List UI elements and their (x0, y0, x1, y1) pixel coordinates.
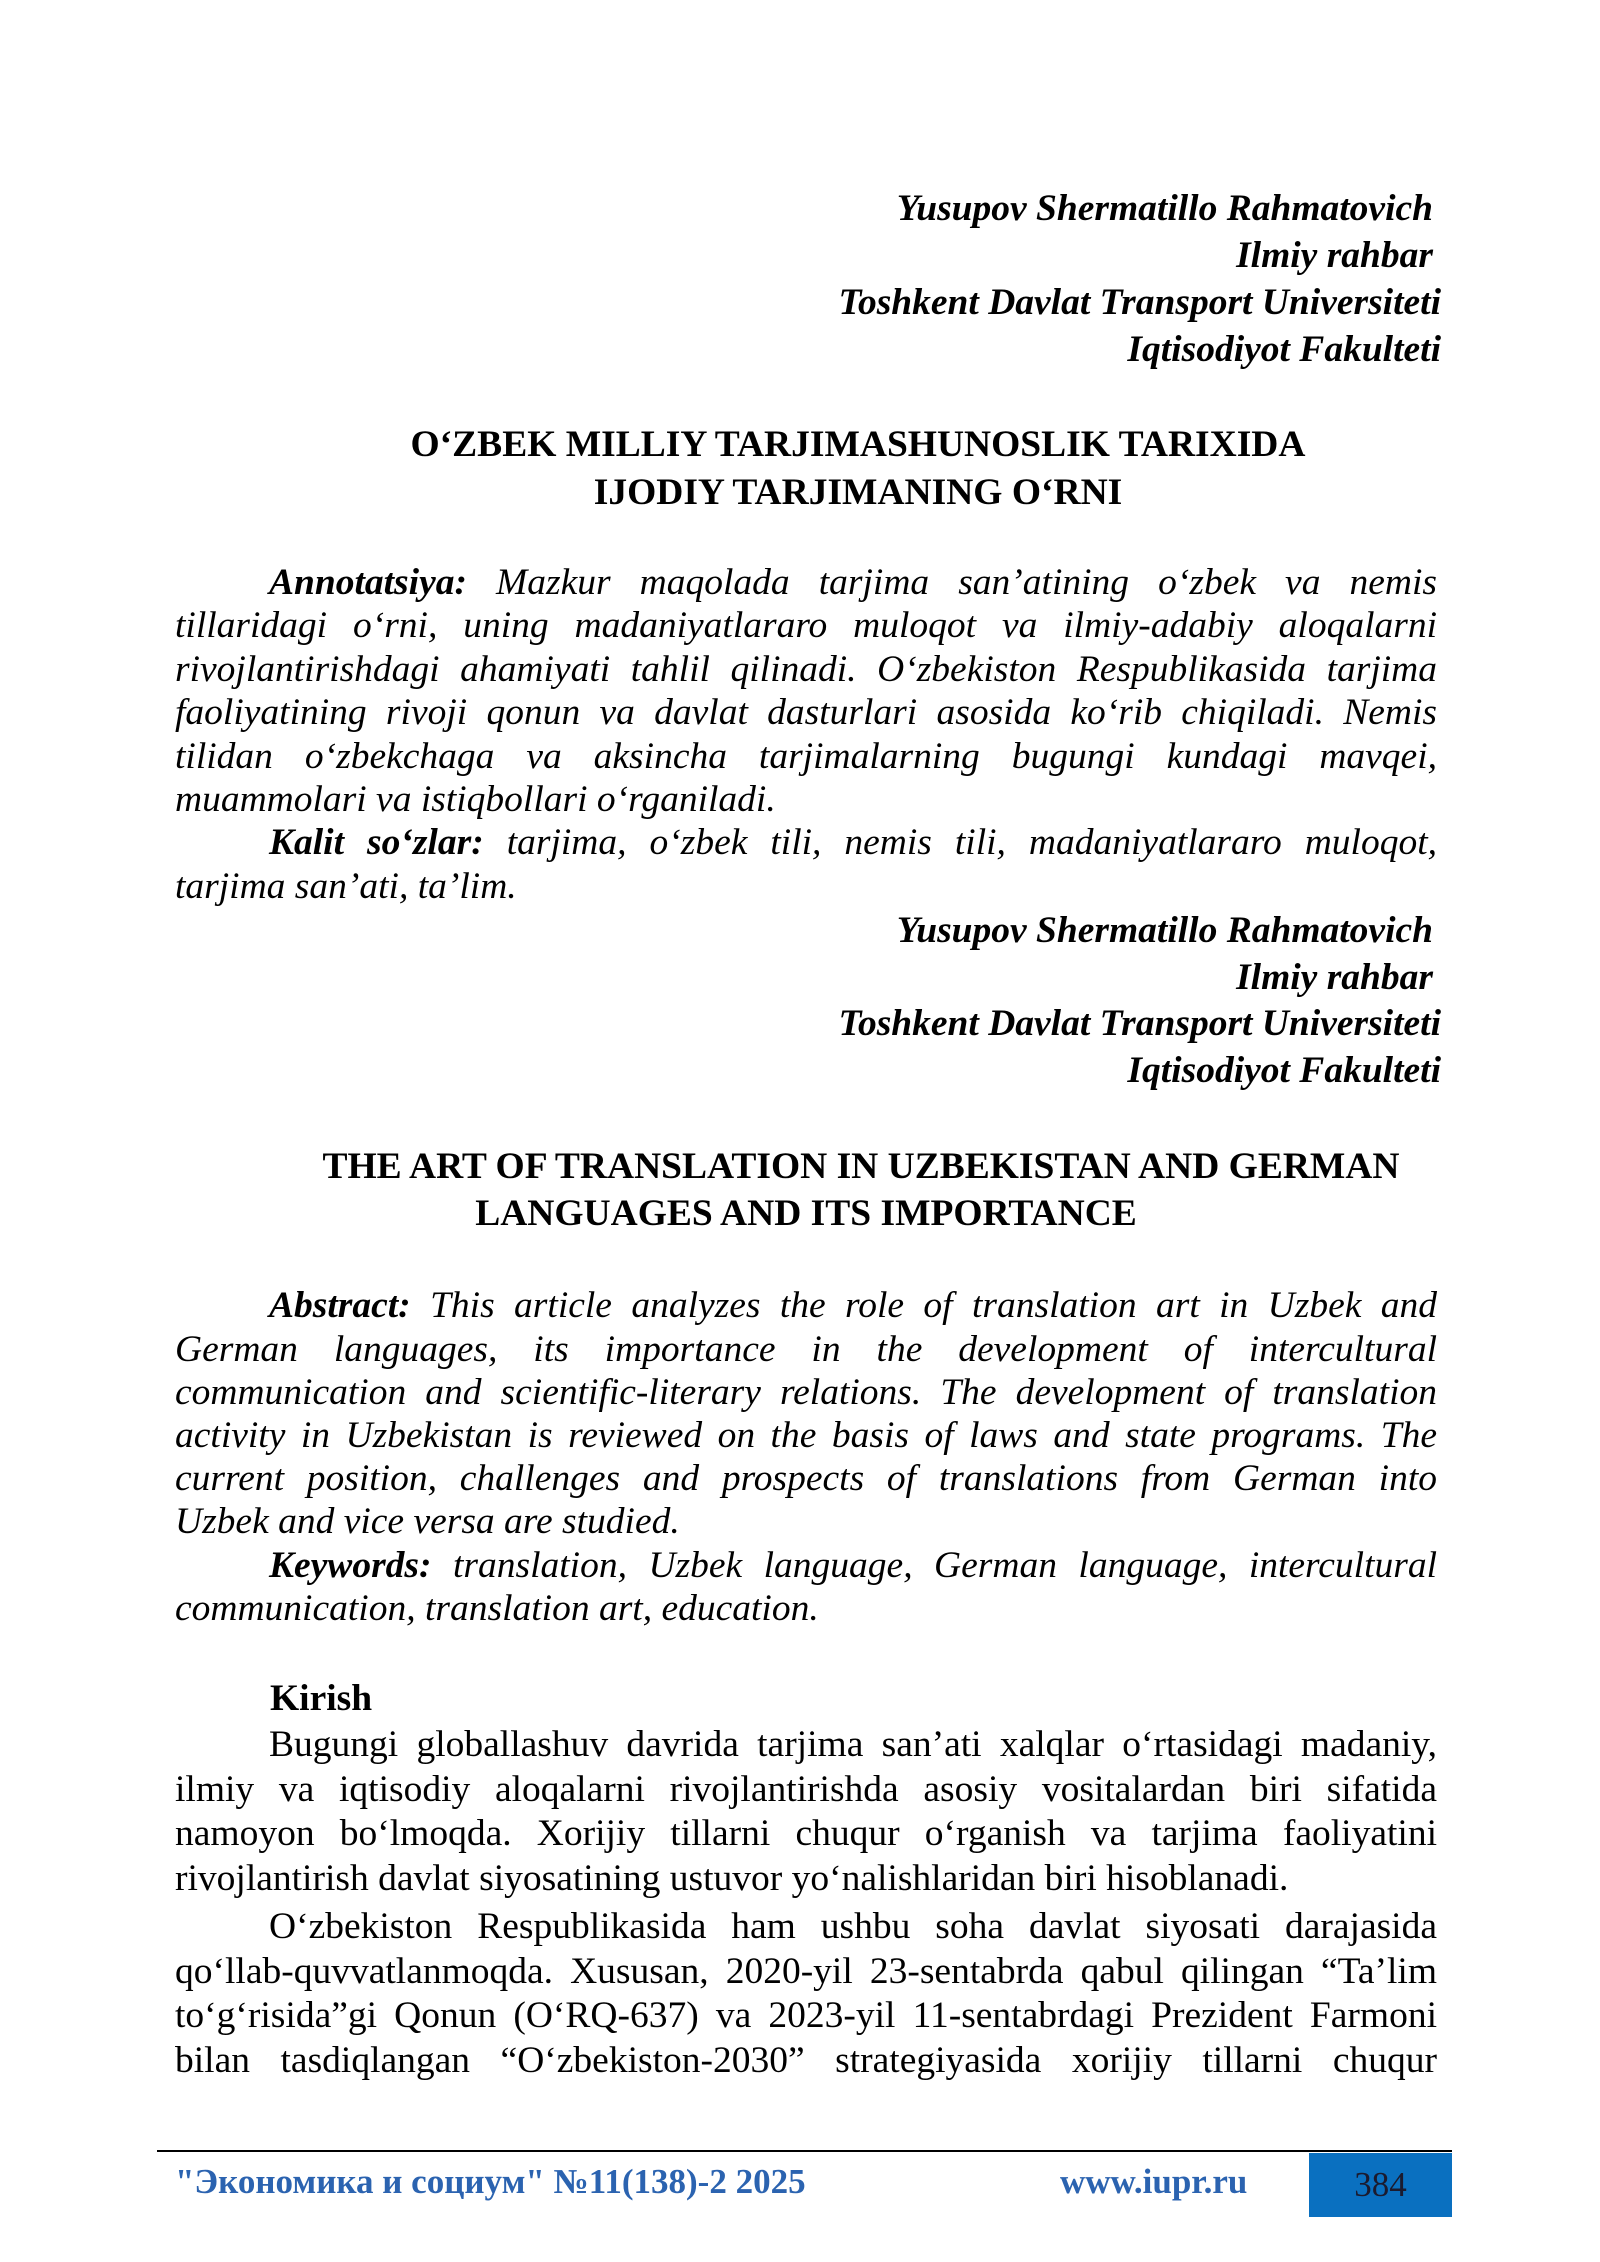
article-title-uz (279, 421, 1437, 517)
annotation-line: faoliyatining rivoji qonun va davlat dasturlari asosida ko‘rib chiqiladi. Nemis (175, 692, 1437, 734)
page-number: 384 (1354, 2165, 1407, 2204)
annotation-label: Annotatsiya: (269, 562, 467, 603)
body-paragraph (175, 1723, 1437, 1901)
author-faculty: Iqtisodiyot Fakulteti (1127, 1049, 1441, 1091)
body-line: to‘g‘risida”gi Qonun (O‘RQ-637) va 2023-yil 11-sentabrdagi Prezident Farmoni (175, 1995, 1437, 2037)
body-line: namoyon bo‘lmoqda. Xorijiy tillarni chuqur o‘rganish va tarjima faoliyatini (175, 1813, 1437, 1855)
author-role: Ilmiy rahbar (1236, 235, 1433, 276)
body-line: rivojlantirish davlat siyosatining ustuvor yo‘nalishlaridan biri hisoblanadi. (175, 1857, 1289, 1899)
author-university: Toshkent Davlat Transport Universiteti (838, 282, 1441, 323)
title-line: IJODIY TARJIMANING O‘RNI (593, 472, 1123, 513)
keywords-en-line: communication, translation art, education. (175, 1587, 819, 1629)
section-heading: Kirish (270, 1678, 373, 1719)
author-university: Toshkent Davlat Transport Universiteti (838, 1003, 1441, 1044)
annotation-text: Mazkur maqolada tarjima san’atining o‘zbek va nemis (496, 562, 1437, 603)
keywords-uz-label: Kalit so‘zlar: (269, 822, 484, 864)
author-name: Yusupov Shermatillo Rahmatovich (896, 910, 1433, 951)
author-faculty: Iqtisodiyot Fakulteti (1127, 329, 1441, 370)
body-line: qo‘llab-quvvatlanmoqda. Xususan, 2020-yil 23-sentabrda qabul qilingan “Ta’lim (175, 1950, 1437, 1992)
abstract-line: Uzbek and vice versa are studied. (175, 1501, 680, 1543)
title-line: THE ART OF TRANSLATION IN UZBEKISTAN AND GERMAN (322, 1145, 1400, 1187)
article-title-en (175, 1143, 1437, 1237)
abstract-line: communication and scientific-literary relations. The development of translation (175, 1371, 1437, 1413)
annotation-line: tillaridagi o‘rni, uning madaniyatlararo muloqot va ilmiy-adabiy aloqalarni (175, 605, 1437, 647)
annotation-line: tilidan o‘zbekchaga va aksincha tarjimalarning bugungi kundagi mavqei, (175, 735, 1437, 777)
abstract-line: current position, challenges and prospects of translations from German into (175, 1458, 1437, 1500)
author-role: Ilmiy rahbar (1236, 956, 1433, 998)
author-block (600, 185, 1441, 373)
keywords-uz-line (175, 821, 1437, 864)
annotation-line: rivojlantirishdagi ahamiyati tahlil qilinadi. O‘zbekiston Respublikasida tarjima (175, 648, 1437, 690)
abstract-line (175, 1284, 1437, 1327)
title-line: LANGUAGES AND ITS IMPORTANCE (475, 1192, 1137, 1234)
annotation-line: muammolari va istiqbollari o‘rganiladi. (175, 779, 776, 821)
footer-divider (157, 2150, 1452, 2152)
footer-journal-title: "Экономика и социум" №11(138)-2 2025 (175, 2162, 806, 2201)
abstract-text: This article analyzes the role of translation art in Uzbek and (430, 1285, 1438, 1327)
page-number-badge (1309, 2153, 1452, 2217)
annotation-section (175, 561, 1437, 908)
body-line: Bugungi globallashuv davrida tarjima san’ati xalqlar o‘rtasidagi madaniy, (269, 1724, 1437, 1765)
body-line: O‘zbekiston Respublikasida ham ushbu soha davlat siyosati darajasida (269, 1906, 1437, 1947)
keywords-en-label: Keywords: (269, 1544, 432, 1586)
body-line: ilmiy va iqtisodiy aloqalarni rivojlantirishda asosiy vositalardan biri sifatida (175, 1768, 1437, 1810)
body-paragraph (175, 1905, 1437, 2083)
keywords-uz-line: tarjima san’ati, ta’lim. (175, 865, 517, 907)
abstract-label: Abstract: (269, 1285, 411, 1327)
keywords-uz-text: tarjima, o‘zbek tili, nemis tili, madaniyatlararo muloqot, (506, 822, 1437, 864)
abstract-line: German languages, its importance in the development of intercultural (175, 1328, 1437, 1370)
annotation-line (175, 561, 1437, 604)
title-line: O‘ZBEK MILLIY TARJIMASHUNOSLIK TARIXIDA (410, 424, 1306, 465)
keywords-en-text: translation, Uzbek language, German language, intercultural (452, 1544, 1438, 1586)
footer-website: www.iupr.ru (1060, 2162, 1248, 2201)
author-block (600, 908, 1441, 1094)
body-line: bilan tasdiqlangan “O‘zbekiston-2030” strategiyasida xorijiy tillarni chuqur (175, 2039, 1437, 2081)
keywords-en-line (175, 1544, 1437, 1587)
abstract-line: activity in Uzbekistan is reviewed on the basis of laws and state programs. The (175, 1415, 1437, 1456)
author-name: Yusupov Shermatillo Rahmatovich (896, 188, 1433, 229)
abstract-section (175, 1284, 1437, 1630)
